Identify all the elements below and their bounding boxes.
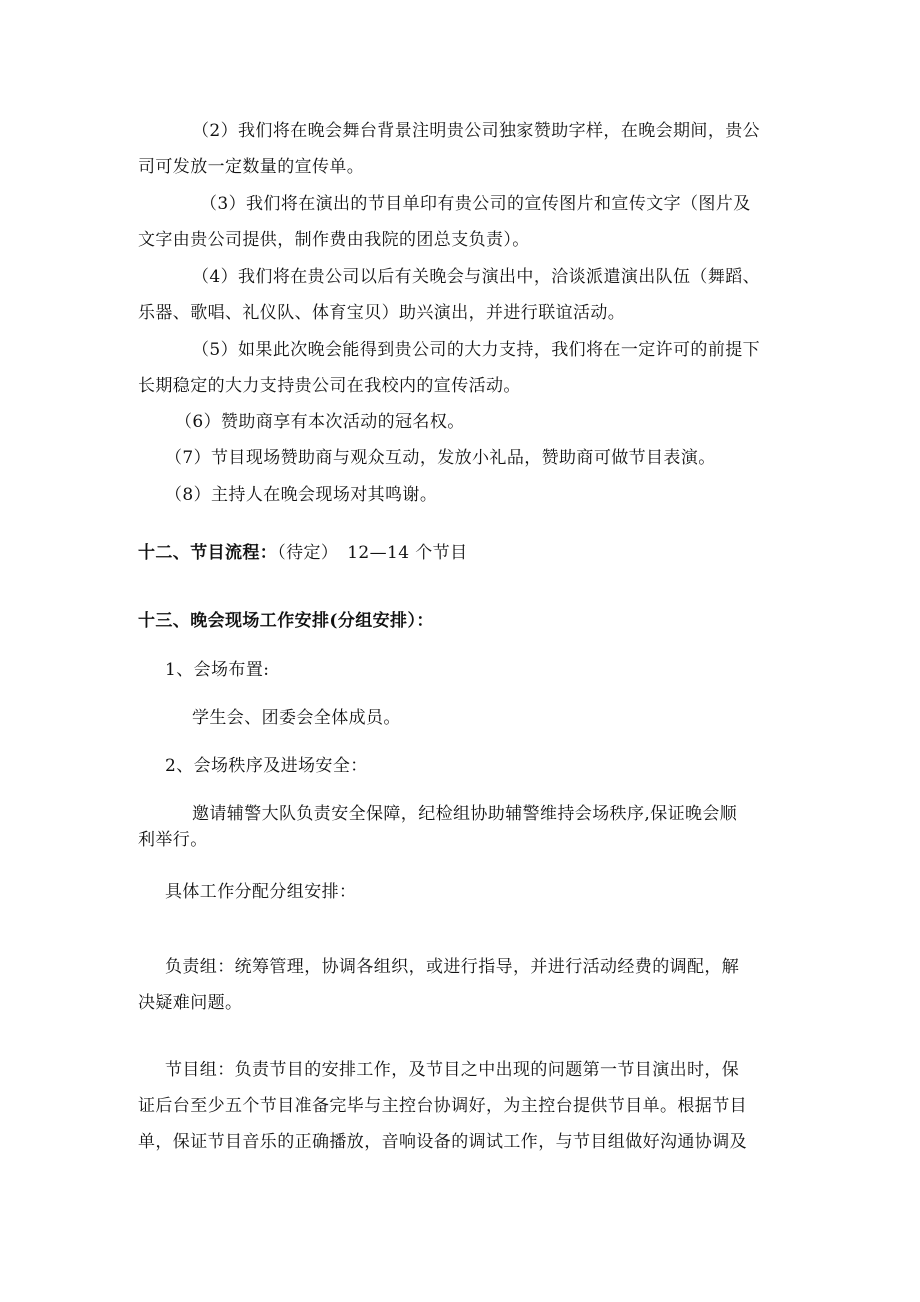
responsible-group-line-2: 决疑难问题。 [138,993,243,1013]
program-group-line-2: 证后台至少五个节目准备完毕与主控台协调好，为主控台提供节目单。根据节目 [138,1096,747,1116]
venue-order-title: 2、会场秩序及进场安全： [165,756,368,776]
item-7: （7）节目现场赞助商与观众互动，发放小礼品，赞助商可做节目表演。 [165,448,716,468]
item-4-line-1: （4）我们将在贵公司以后有关晚会与演出中，洽谈派遣演出队伍（舞蹈、 [192,267,761,287]
item-3-line-1: （3）我们将在演出的节目单印有贵公司的宣传图片和宣传文字（图片及 [200,194,751,214]
venue-layout-title: 1、会场布置: [165,660,270,680]
item-3-line-2: 文字由贵公司提供，制作费由我院的团总支负责）。 [138,230,530,250]
program-group-line-3: 单，保证节目音乐的正确播放，音响设备的调试工作，与节目组做好沟通协调及 [138,1132,747,1152]
item-2-line-1: （2）我们将在晚会舞台背景注明贵公司独家赞助字样，在晚会期间，贵公 [192,121,761,141]
section-13-title: 十三、晚会现场工作安排(分组安排）： [138,611,434,631]
division-title: 具体工作分配分组安排： [165,882,357,902]
responsible-group-line-1: 负责组：统筹管理，协调各组织，或进行指导，并进行活动经费的调配，解 [165,957,740,977]
section-12-note: （待定） 12—14 个节目 [277,543,468,563]
section-12-heading [138,542,467,564]
venue-order-body-line-1: 邀请辅警大队负责安全保障，纪检组协助辅警维持会场秩序,保证晚会顺 [192,804,738,824]
program-group-line-1: 节目组：负责节目的安排工作，及节目之中出现的问题第一节目演出时，保 [165,1060,740,1080]
item-5-line-1: （5）如果此次晚会能得到贵公司的大力支持，我们将在一定许可的前提下 [192,340,761,360]
section-12-title: 十二、节目流程： [138,543,278,563]
item-2-line-2: 司可发放一定数量的宣传单。 [138,157,365,177]
item-6: （6）赞助商享有本次活动的冠名权。 [175,412,465,432]
item-4-line-2: 乐器、歌唱、礼仪队、体育宝贝）助兴演出，并进行联谊活动。 [138,303,626,323]
item-5-line-2: 长期稳定的大力支持贵公司在我校内的宣传活动。 [138,376,521,396]
venue-layout-body: 学生会、团委会全体成员。 [192,708,401,728]
venue-order-body-line-2: 利举行。 [138,830,208,850]
item-8: （8）主持人在晚会现场对其鸣谢。 [165,485,438,505]
